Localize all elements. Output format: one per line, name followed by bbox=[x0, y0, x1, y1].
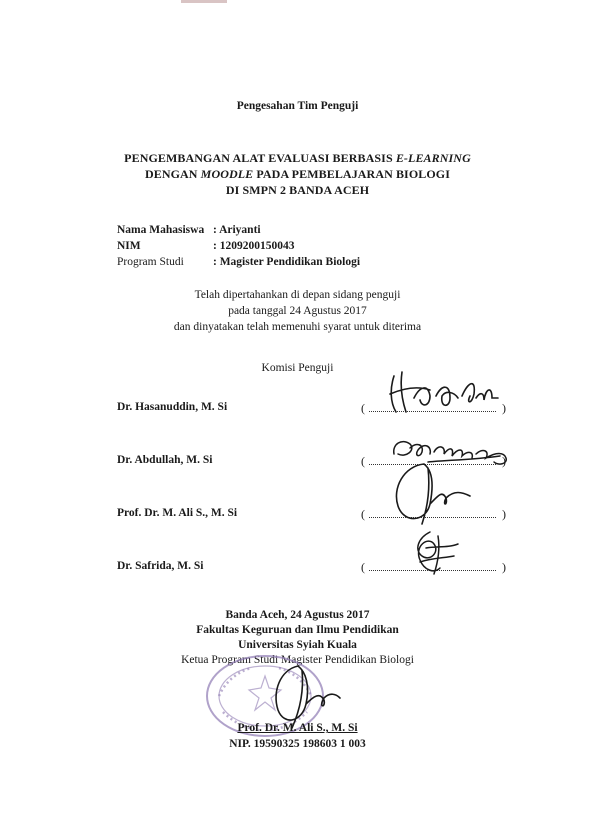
title-italic-term: MOODLE bbox=[200, 167, 254, 181]
open-paren: ( bbox=[361, 454, 365, 468]
student-program-label: Program Studi bbox=[117, 256, 184, 268]
closing-place-date: Banda Aceh, 24 Agustus 2017 bbox=[225, 609, 370, 621]
close-paren: ) bbox=[502, 507, 506, 521]
title-text: PENGEMBANGAN ALAT EVALUASI BERBASIS bbox=[124, 151, 396, 165]
examiner-name: Dr. Hasanuddin, M. Si bbox=[117, 401, 228, 413]
examiner-name: Dr. Abdullah, M. Si bbox=[117, 454, 213, 466]
closing-faculty: Fakultas Keguruan dan Ilmu Pendidikan bbox=[196, 624, 399, 636]
student-name-value: : Ariyanti bbox=[213, 224, 261, 236]
dotted-rule bbox=[369, 411, 496, 412]
student-name-label: Nama Mahasiswa bbox=[117, 224, 205, 236]
title-italic-term: E-LEARNING bbox=[395, 151, 471, 165]
close-paren: ) bbox=[502, 560, 506, 574]
page-heading: Pengesahan Tim Penguji bbox=[236, 100, 359, 112]
thesis-title-line-2 bbox=[0, 167, 595, 182]
student-nim-value: : 1209200150043 bbox=[213, 240, 295, 252]
examiner-name: Dr. Safrida, M. Si bbox=[117, 560, 204, 572]
title-text: PADA PEMBELAJARAN BIOLOGI bbox=[253, 167, 451, 181]
closing-university: Universitas Syiah Kuala bbox=[238, 639, 357, 651]
student-nim-label: NIM bbox=[117, 240, 141, 252]
dotted-rule bbox=[369, 517, 496, 518]
close-paren: ) bbox=[502, 401, 506, 415]
dotted-rule bbox=[369, 464, 496, 465]
open-paren: ( bbox=[361, 401, 365, 415]
dotted-rule bbox=[369, 570, 496, 571]
close-paren: ) bbox=[502, 454, 506, 468]
signatory-name bbox=[0, 722, 595, 734]
open-paren: ( bbox=[361, 507, 365, 521]
defense-statement-line-3: dan dinyatakan telah memenuhi syarat untuk diterima bbox=[173, 321, 422, 333]
thesis-title-line-3: DI SMPN 2 BANDA ACEH bbox=[225, 183, 370, 197]
signatory-nip: NIP. 19590325 198603 1 003 bbox=[229, 738, 366, 750]
signature-line bbox=[361, 560, 506, 574]
signature-line bbox=[361, 507, 506, 521]
title-text: DENGAN bbox=[144, 167, 201, 181]
open-paren: ( bbox=[361, 560, 365, 574]
closing-role: Ketua Program Studi Magister Pendidikan Biologi bbox=[181, 654, 414, 666]
defense-statement-line-2: pada tanggal 24 Agustus 2017 bbox=[228, 305, 367, 317]
signature-line bbox=[361, 454, 506, 468]
signature-line bbox=[361, 401, 506, 415]
scan-artifact bbox=[181, 0, 227, 3]
committee-heading: Komisi Penguji bbox=[261, 362, 334, 374]
defense-statement-line-1: Telah dipertahankan di depan sidang penguji bbox=[194, 289, 401, 301]
thesis-title-line-1 bbox=[0, 151, 595, 166]
examiner-name: Prof. Dr. M. Ali S., M. Si bbox=[117, 507, 238, 519]
student-program-value: : Magister Pendidikan Biologi bbox=[213, 256, 361, 268]
signatory-name-text: Prof. Dr. M. Ali S., M. Si bbox=[237, 722, 358, 734]
